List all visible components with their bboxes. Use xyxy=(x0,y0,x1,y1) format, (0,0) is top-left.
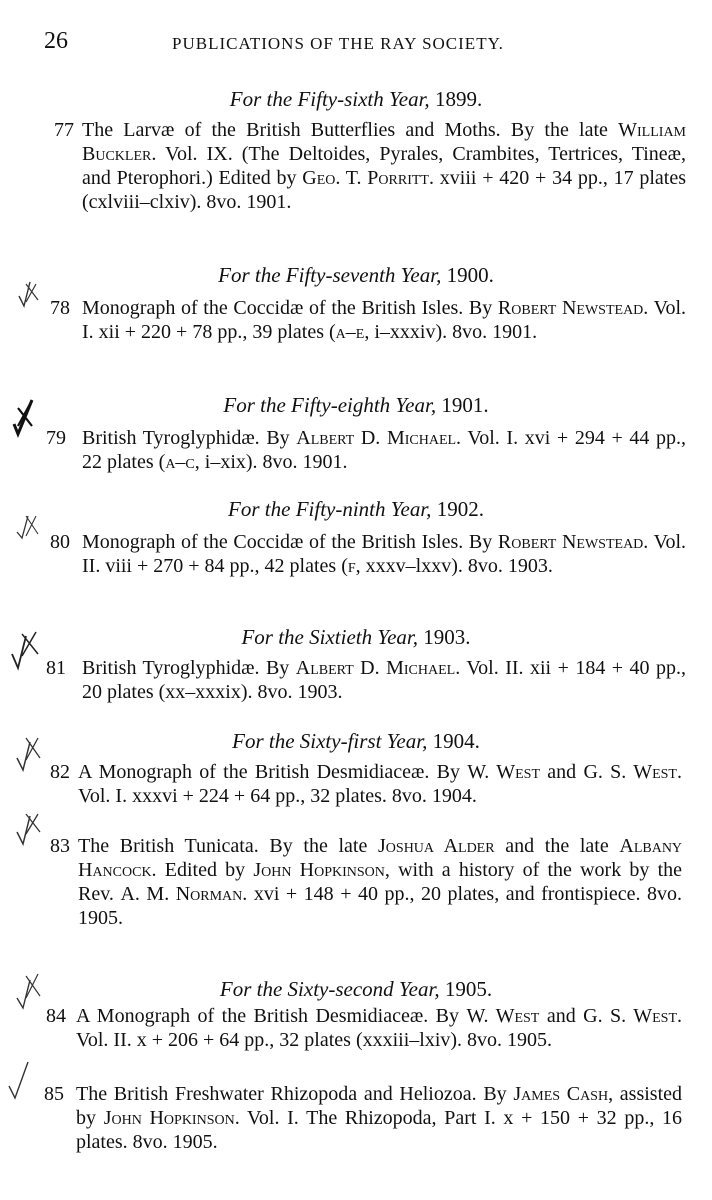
author-name: W. West xyxy=(466,1005,540,1027)
entry-number: 78 xyxy=(50,297,70,319)
editor-name: Geo. T. Porritt. xyxy=(302,167,434,189)
pencil-check-mark-icon xyxy=(14,510,42,546)
author-name: A. M. Norman. xyxy=(120,883,248,905)
entry-text: The British Freshwater Rhizopoda and Heliozoa. By James Cash, assisted by John Hopkinson. Vol. I. The Rhizopoda, Part I. x + 150 + 32 pp., 16 plates. 8vo. 1905. xyxy=(76,1083,683,1153)
entry-text: Monograph of the Coccidæ of the British Isles. By Robert Newstead. Vol. I. xii + 220 + 78 pp., 39 plates (a–e, i–xxxiv). 8vo. 1901. xyxy=(82,297,687,343)
author-name: Albert D. Michael. xyxy=(296,427,462,449)
page-number: 26 xyxy=(44,28,68,54)
entry-number: 82 xyxy=(50,761,70,783)
page-header xyxy=(0,28,712,62)
year-heading-1905: For the Sixty-second Year, 1905. xyxy=(219,977,493,1001)
author-name: W. West xyxy=(467,761,540,783)
entry-number: 77 xyxy=(54,119,74,141)
running-title: PUBLICATIONS OF THE RAY SOCIETY. xyxy=(172,34,504,53)
entry-number: 83 xyxy=(50,835,70,857)
entry-number: 81 xyxy=(46,657,66,679)
entry-text: British Tyroglyphidæ. By Albert D. Michael. Vol. I. xvi + 294 + 44 pp., 22 plates (a–c, i–xix). 8vo. 1901. xyxy=(82,427,687,473)
entry-text: British Tyroglyphidæ. By Albert D. Michael. Vol. II. xii + 184 + 40 pp., 20 plates (xx–xxxix). 8vo. 1903. xyxy=(82,657,686,703)
editor-name: John Hopkinson, xyxy=(253,859,390,881)
author-name: Albany Hancock. xyxy=(78,835,683,881)
year-heading-1899: For the Fifty-sixth Year, 1899. xyxy=(229,87,483,111)
year-heading-1900: For the Fifty-seventh Year, 1900. xyxy=(218,263,494,287)
author-name: Robert Newstead. xyxy=(497,297,649,319)
entry-text: Monograph of the Coccidæ of the British Isles. By Robert Newstead. Vol. II. viii + 270 + 84 pp., 42 plates (f, xxxv–lxxv). 8vo. 1903. xyxy=(82,531,687,577)
entry-number: 85 xyxy=(44,1083,64,1105)
entry-text: The British Tunicata. By the late Joshua Alder and the late Albany Hancock. Edited by John Hopkinson, with a history of the work by the Rev. A. M. Norman. xvi + 148 + 40 pp., 20 plates, and frontispiece. 8vo. 1905. xyxy=(78,835,683,929)
year-heading-1903: For the Sixtieth Year, 1903. xyxy=(241,625,471,649)
author-name: G. S. West. xyxy=(583,1005,683,1027)
author-name: Joshua Alder xyxy=(378,835,495,857)
entry-text: A Monograph of the British Desmidiaceæ. By W. West and G. S. West. Vol. II. x + 206 + 64 pp., 32 plates (xxxiii–lxiv). 8vo. 1905. xyxy=(76,1005,683,1051)
year-heading-1904: For the Sixty-first Year, 1904. xyxy=(232,729,480,753)
entry-text: A Monograph of the British Desmidiaceæ. By W. West and G. S. West. Vol. I. xxxvi + 224 + 64 pp., 32 plates. 8vo. 1904. xyxy=(78,761,682,807)
pencil-check-mark-icon xyxy=(6,1058,36,1102)
entry-number: 84 xyxy=(46,1005,66,1027)
year-heading-1901: For the Fifty-eighth Year, 1901. xyxy=(223,393,489,417)
author-name: William Buckler. xyxy=(82,119,687,165)
author-name: John Hopkinson. xyxy=(103,1107,240,1129)
year-heading-1902: For the Fifty-ninth Year, 1902. xyxy=(228,497,484,521)
author-name: Albert D. Michael. xyxy=(295,657,461,679)
author-name: James Cash, xyxy=(513,1083,614,1105)
author-name: Robert Newstead. xyxy=(497,531,649,553)
author-name: G. S. West. xyxy=(583,761,682,783)
entry-text: The Larvæ of the British Butterflies and Moths. By the late William Buckler. Vol. IX. (The Deltoides, Pyrales, Crambites, Tertrices, Tineæ, and Pterophori.) Edited by Geo. T. Porritt. xviii + 420 + 34 pp., 17 plates (cxlviii–clxiv). 8vo. 1901. xyxy=(82,119,687,213)
entry-number: 80 xyxy=(50,531,70,553)
entry-number: 79 xyxy=(46,427,66,449)
